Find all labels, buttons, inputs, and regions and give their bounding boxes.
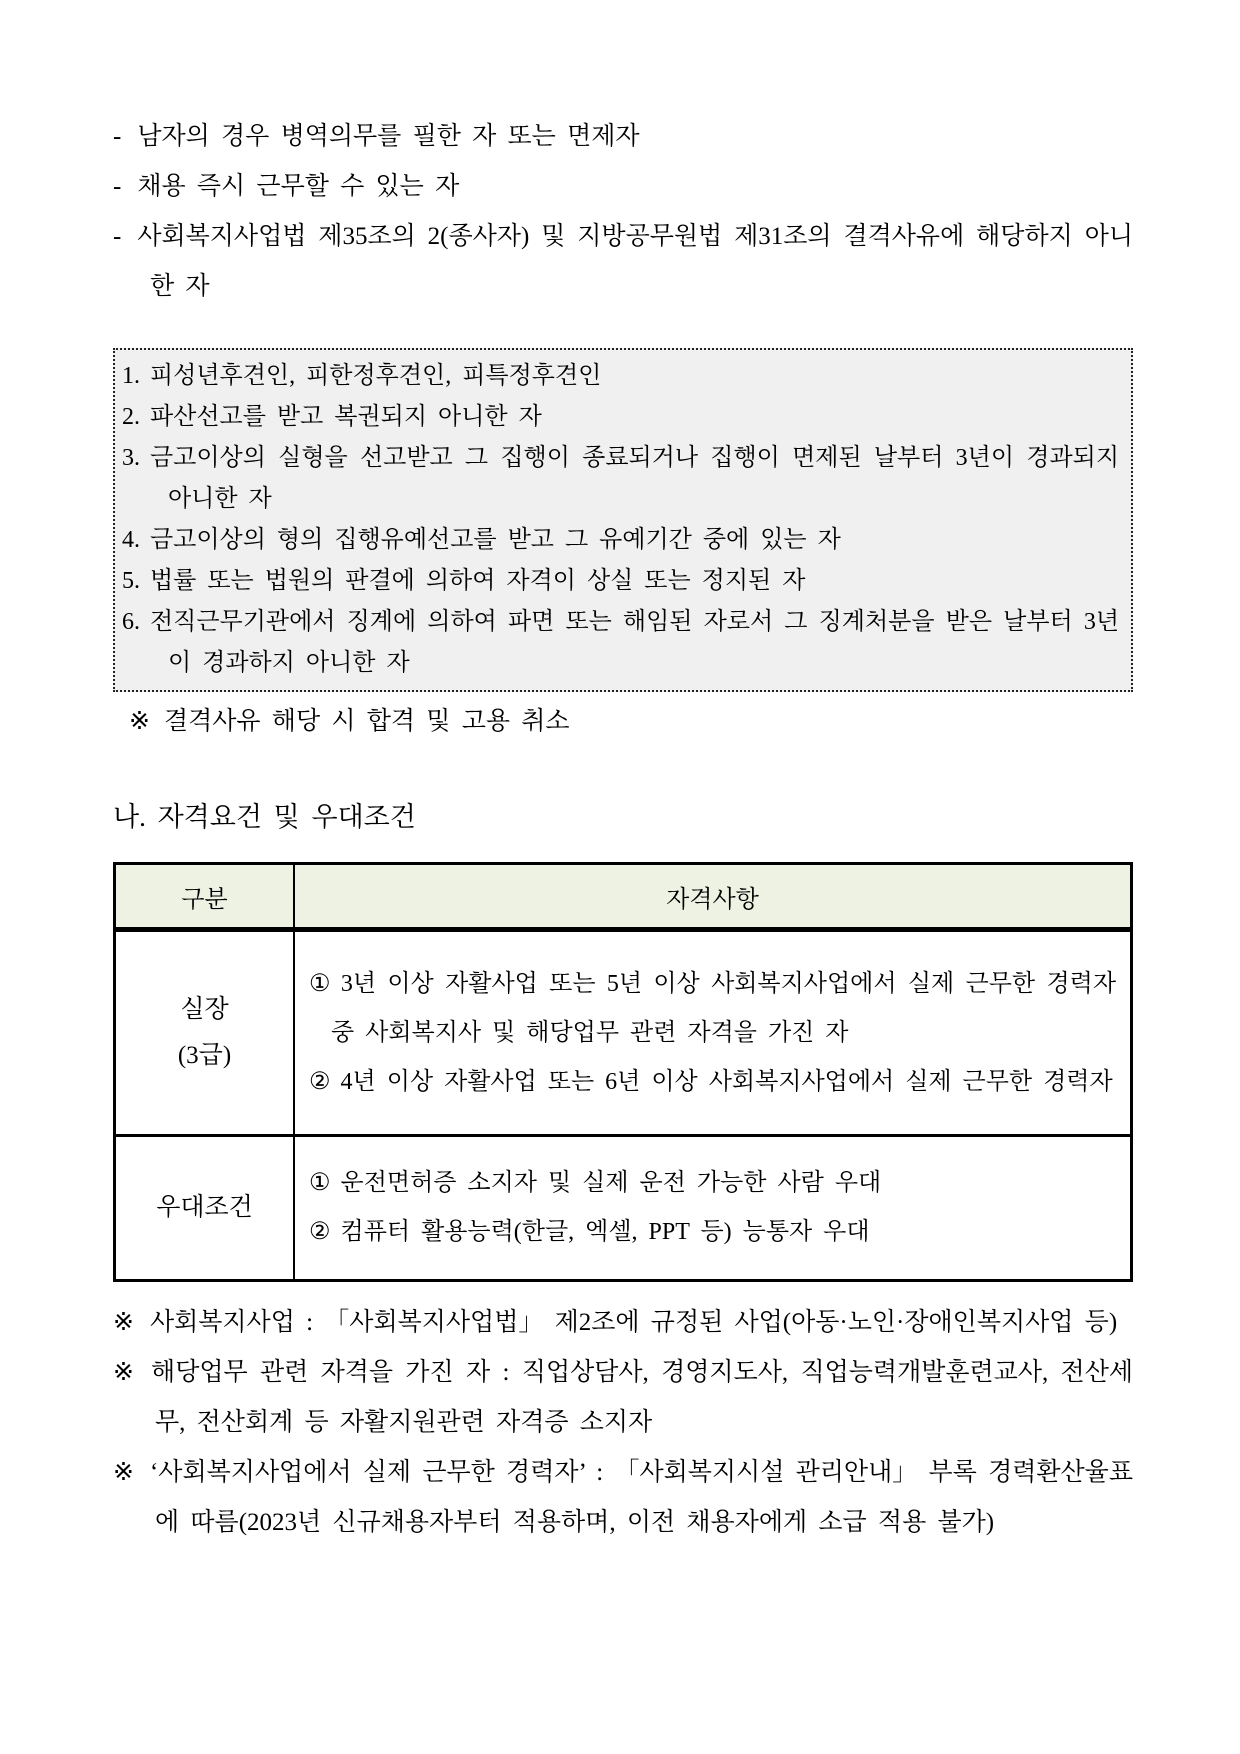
list-item xyxy=(113,162,1133,212)
category-line: 실장 xyxy=(180,996,229,1023)
detail-text: 운전면허증 소지자 및 실제 운전 가능한 사람 우대 xyxy=(340,1170,882,1196)
list-item xyxy=(122,438,1119,520)
detail-item xyxy=(309,1058,1116,1107)
list-item-text: 금고이상의 형의 집행유예선고를 받고 그 유예기간 중에 있는 자 xyxy=(150,527,841,553)
circled-number: ① xyxy=(309,970,331,997)
detail-item xyxy=(309,1208,1116,1257)
list-item xyxy=(122,602,1119,684)
list-item-text: 금고이상의 실형을 선고받고 그 집행이 종료되거나 집행이 면제된 날부터 3년이 경과되지 아니한 자 xyxy=(150,445,1119,512)
details-cell xyxy=(294,1136,1132,1281)
footnote-item xyxy=(113,1298,1133,1348)
list-item-text: 사회복지사업법 제35조의 2(종사자) 및 지방공무원법 제31조의 결격사유에 해당하지 아니한 자 xyxy=(137,223,1133,300)
detail-item xyxy=(309,1159,1116,1208)
cancel-note xyxy=(113,700,1133,744)
list-item-text: 법률 또는 법원의 판결에 의하여 자격이 상실 또는 정지된 자 xyxy=(150,568,806,594)
table-row xyxy=(115,930,1132,1136)
reference-mark: ※ xyxy=(113,1309,134,1336)
list-marker: - xyxy=(113,123,122,150)
list-marker: 5. xyxy=(122,568,140,594)
list-item xyxy=(122,561,1119,602)
reference-mark: ※ xyxy=(113,1359,136,1386)
detail-item xyxy=(309,960,1116,1058)
reference-mark: ※ xyxy=(113,1459,134,1486)
list-item xyxy=(113,112,1133,162)
footnote-item xyxy=(113,1448,1133,1548)
circled-number: ② xyxy=(309,1068,331,1095)
list-item xyxy=(122,520,1119,561)
column-header-category: 구분 xyxy=(115,864,295,930)
details-cell xyxy=(294,930,1132,1136)
category-cell xyxy=(115,1136,295,1281)
list-item-text: 전직근무기관에서 징계에 의하여 파면 또는 해임된 자로서 그 징계처분을 받은 날부터 3년이 경과하지 아니한 자 xyxy=(150,609,1119,676)
list-item xyxy=(122,397,1119,438)
reference-mark: ※ xyxy=(129,708,150,735)
list-item xyxy=(122,356,1119,397)
detail-text: 4년 이상 자활사업 또는 6년 이상 사회복지사업에서 실제 근무한 경력자 xyxy=(340,1068,1113,1095)
category-line: (3급) xyxy=(177,1042,232,1069)
footnote-item xyxy=(113,1348,1133,1448)
footnotes xyxy=(113,1298,1133,1548)
column-header-qualifications: 자격사항 xyxy=(294,864,1132,930)
list-marker: 4. xyxy=(122,527,140,553)
list-item-text: 채용 즉시 근무할 수 있는 자 xyxy=(137,173,460,200)
section-heading: 나. 자격요건 및 우대조건 xyxy=(113,802,416,832)
circled-number: ① xyxy=(309,1170,331,1196)
table-header-row xyxy=(115,864,1132,930)
list-item-text: 피성년후견인, 피한정후견인, 피특정후견인 xyxy=(150,363,602,389)
list-marker: 2. xyxy=(122,404,140,430)
list-item-text: 남자의 경우 병역의무를 필한 자 또는 면제자 xyxy=(137,123,640,150)
detail-text: 컴퓨터 활용능력(한글, 엑셀, PPT 등) 능통자 우대 xyxy=(340,1219,870,1245)
list-marker: - xyxy=(113,223,122,250)
detail-text: 3년 이상 자활사업 또는 5년 이상 사회복지사업에서 실제 근무한 경력자 중 사회복지사 및 해당업무 관련 자격을 가진 자 xyxy=(331,970,1117,1046)
list-marker: 3. xyxy=(122,445,140,471)
category-cell xyxy=(115,930,295,1136)
list-marker: 6. xyxy=(122,609,140,635)
list-item xyxy=(113,212,1133,312)
footnote-text: 사회복지사업 : 「사회복지사업법」 제2조에 규정된 사업(아동·노인·장애인복지사업 등) xyxy=(149,1309,1118,1336)
disqualification-box xyxy=(113,348,1133,692)
table-row xyxy=(115,1136,1132,1281)
list-marker: - xyxy=(113,173,122,200)
footnote-text: ‘사회복지사업에서 실제 근무한 경력자’ : 「사회복지시설 관리안내」 부록 경력환산율표에 따름(2023년 신규채용자부터 적용하며, 이전 채용자에게 소급 적용 불가) xyxy=(149,1459,1133,1536)
list-item-text: 파산선고를 받고 복권되지 아니한 자 xyxy=(150,404,542,430)
footnote-text: 해당업무 관련 자격을 가진 자 : 직업상담사, 경영지도사, 직업능력개발훈련교사, 전산세무, 전산회계 등 자활지원관련 자격증 소지자 xyxy=(151,1359,1134,1436)
circled-number: ② xyxy=(309,1219,331,1245)
qualification-table xyxy=(113,862,1133,1282)
category-line: 우대조건 xyxy=(156,1194,253,1221)
list-marker: 1. xyxy=(122,363,140,389)
eligibility-dash-list xyxy=(113,112,1133,312)
cancel-note-text: 결격사유 해당 시 합격 및 고용 취소 xyxy=(163,708,570,735)
